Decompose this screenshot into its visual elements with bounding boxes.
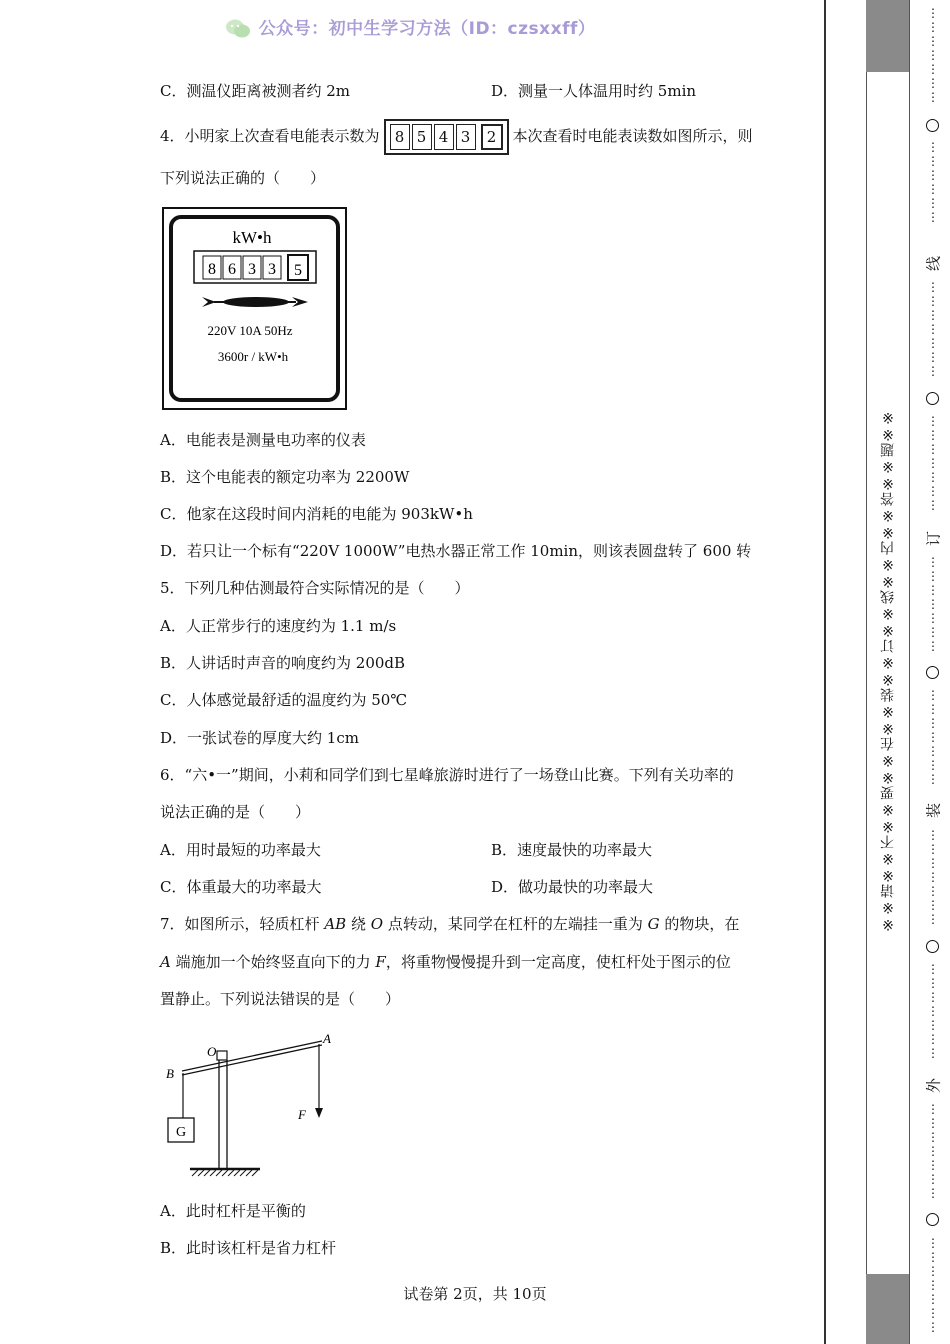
q4-stem-line2: 下列说法正确的（ ） xyxy=(160,169,326,187)
seal-circle xyxy=(926,940,939,953)
lever-label-f: F xyxy=(298,1107,306,1122)
q5-option-b: B．人讲话时声音的响度约为 200dB xyxy=(160,654,406,672)
seal-dots: ⋮ ⋮ ⋮ ⋮ ⋮ ⋮ ⋮ xyxy=(927,280,939,378)
seal-circle xyxy=(926,392,939,405)
lever-label-o: O xyxy=(207,1044,217,1059)
q5-option-a: A．人正常步行的速度约为 1.1 m/s xyxy=(160,617,397,635)
seal-mark-outer: 外 xyxy=(924,1078,943,1094)
seal-dots: ⋮ ⋮ ⋮ ⋮ ⋮ ⋮ ⋮ xyxy=(927,1102,939,1200)
seal-circle xyxy=(926,1213,939,1226)
binding-gray-block-bottom xyxy=(866,1274,910,1344)
q6-stem: 6．“六•一”期间，小莉和同学们到七星峰旅游时进行了一场登山比赛。下列有关功率的 xyxy=(160,766,734,784)
q7-option-a: A．此时杠杆是平衡的 xyxy=(160,1202,306,1220)
seal-circle xyxy=(926,666,939,679)
electricity-meter-figure xyxy=(162,207,348,411)
q5-option-d: D．一张试卷的厚度大约 1cm xyxy=(160,729,359,747)
seal-dots: ⋮ ⋮ ⋮ ⋮ ⋮ ⋮ ⋮ xyxy=(927,414,939,512)
lever-label-a: A xyxy=(323,1031,331,1046)
q3-option-c: C．测温仪距离被测者约 2m xyxy=(160,82,351,100)
meter-digit-3: 3 xyxy=(248,261,256,278)
seal-dots: ⋮ ⋮ ⋮ ⋮ ⋮ ⋮ ⋮ xyxy=(927,828,939,926)
seal-dots: ⋮ ⋮ ⋮ ⋮ ⋮ ⋮ ⋮ xyxy=(927,1236,939,1334)
q5-option-c: C．人体感觉最舒适的温度约为 50℃ xyxy=(160,691,408,709)
q4-option-d: D．若只让一个标有“220V 1000W”电热水器正常工作 10min，则该表圆盘转了 600 转 xyxy=(160,542,752,560)
q7-stem: 7．如图所示，轻质杠杆 AB 绕 O 点转动，某同学在杠杆的左端挂一重为 G 的物块，在 xyxy=(160,915,740,933)
previous-meter-reading: 8 5 4 3 2 xyxy=(384,119,509,155)
seal-mark-bind: 装 xyxy=(924,803,943,819)
wechat-icon xyxy=(225,18,251,40)
binding-outer-line xyxy=(824,0,826,1344)
watermark-text: 公众号：初中生学习方法（ID：czsxxff） xyxy=(258,19,596,39)
meter-digit-1: 8 xyxy=(208,261,216,278)
watermark-header xyxy=(0,14,820,40)
seal-dots: ⋮ ⋮ ⋮ ⋮ ⋮ ⋮ ⋮ xyxy=(927,688,939,786)
q6-stem-line2: 说法正确的是（ ） xyxy=(160,803,311,821)
seal-mark-line: 线 xyxy=(924,256,943,272)
page-footer: 试卷第 2页，共 10页 xyxy=(403,1285,547,1303)
seal-circle xyxy=(926,119,939,132)
q4-stem: 4．小明家上次查看电能表示数为 8 5 4 3 2 本次查看时电能表读数如图所示，则 xyxy=(160,118,753,155)
q6-option-a: A．用时最短的功率最大 xyxy=(160,841,321,859)
q4-option-a: A．电能表是测量电功率的仪表 xyxy=(160,431,366,449)
meter-digit-5: 5 xyxy=(294,262,302,279)
q5-stem: 5．下列几种估测最符合实际情况的是（ ） xyxy=(160,579,470,597)
lever-label-b: B xyxy=(166,1066,174,1081)
binding-gray-block-top xyxy=(866,0,910,72)
meter-unit: kW•h xyxy=(232,228,272,247)
binding-warning: ※※请※※不※※要※※在※※装※※订※※线※※内※※答※※题※※ xyxy=(880,408,896,932)
q3-option-d: D．测量一人体温用时约 5min xyxy=(491,82,697,100)
q7-stem-line3: 置静止。下列说法错误的是（ ） xyxy=(160,990,401,1008)
seal-dots: ⋮ ⋮ ⋮ ⋮ ⋮ ⋮ ⋮ xyxy=(927,962,939,1060)
q7-stem-line2: A 端施加一个始终竖直向下的力 F，将重物慢慢提升到一定高度，使杠杆处于图示的位 xyxy=(160,953,731,971)
meter-rating: 220V 10A 50Hz xyxy=(207,323,293,338)
meter-digit-2: 6 xyxy=(228,261,236,278)
q6-option-d: D．做功最快的功率最大 xyxy=(491,878,654,896)
q4-option-c: C．他家在这段时间内消耗的电能为 903kW•h xyxy=(160,505,473,523)
seal-mark-order: 订 xyxy=(924,531,943,547)
lever-label-g: G xyxy=(175,1125,187,1140)
seal-dots: ⋮ ⋮ ⋮ ⋮ ⋮ ⋮ ⋮ xyxy=(927,555,939,653)
binding-inner-line xyxy=(866,72,867,1274)
q6-option-c: C．体重最大的功率最大 xyxy=(160,878,322,896)
lever-figure xyxy=(160,1028,340,1178)
meter-digit-4: 3 xyxy=(268,261,276,278)
q6-option-b: B．速度最快的功率最大 xyxy=(491,841,653,859)
q7-option-b: B．此时该杠杆是省力杠杆 xyxy=(160,1239,337,1257)
binding-divider-line xyxy=(909,0,910,1344)
seal-dots: ⋮ ⋮ ⋮ ⋮ ⋮ ⋮ xyxy=(927,140,939,224)
seal-dots: ⋮ ⋮ ⋮ ⋮ ⋮ ⋮ ⋮ xyxy=(927,6,939,104)
meter-constant: 3600r / kW•h xyxy=(217,349,289,364)
q4-option-b: B．这个电能表的额定功率为 2200W xyxy=(160,468,410,486)
